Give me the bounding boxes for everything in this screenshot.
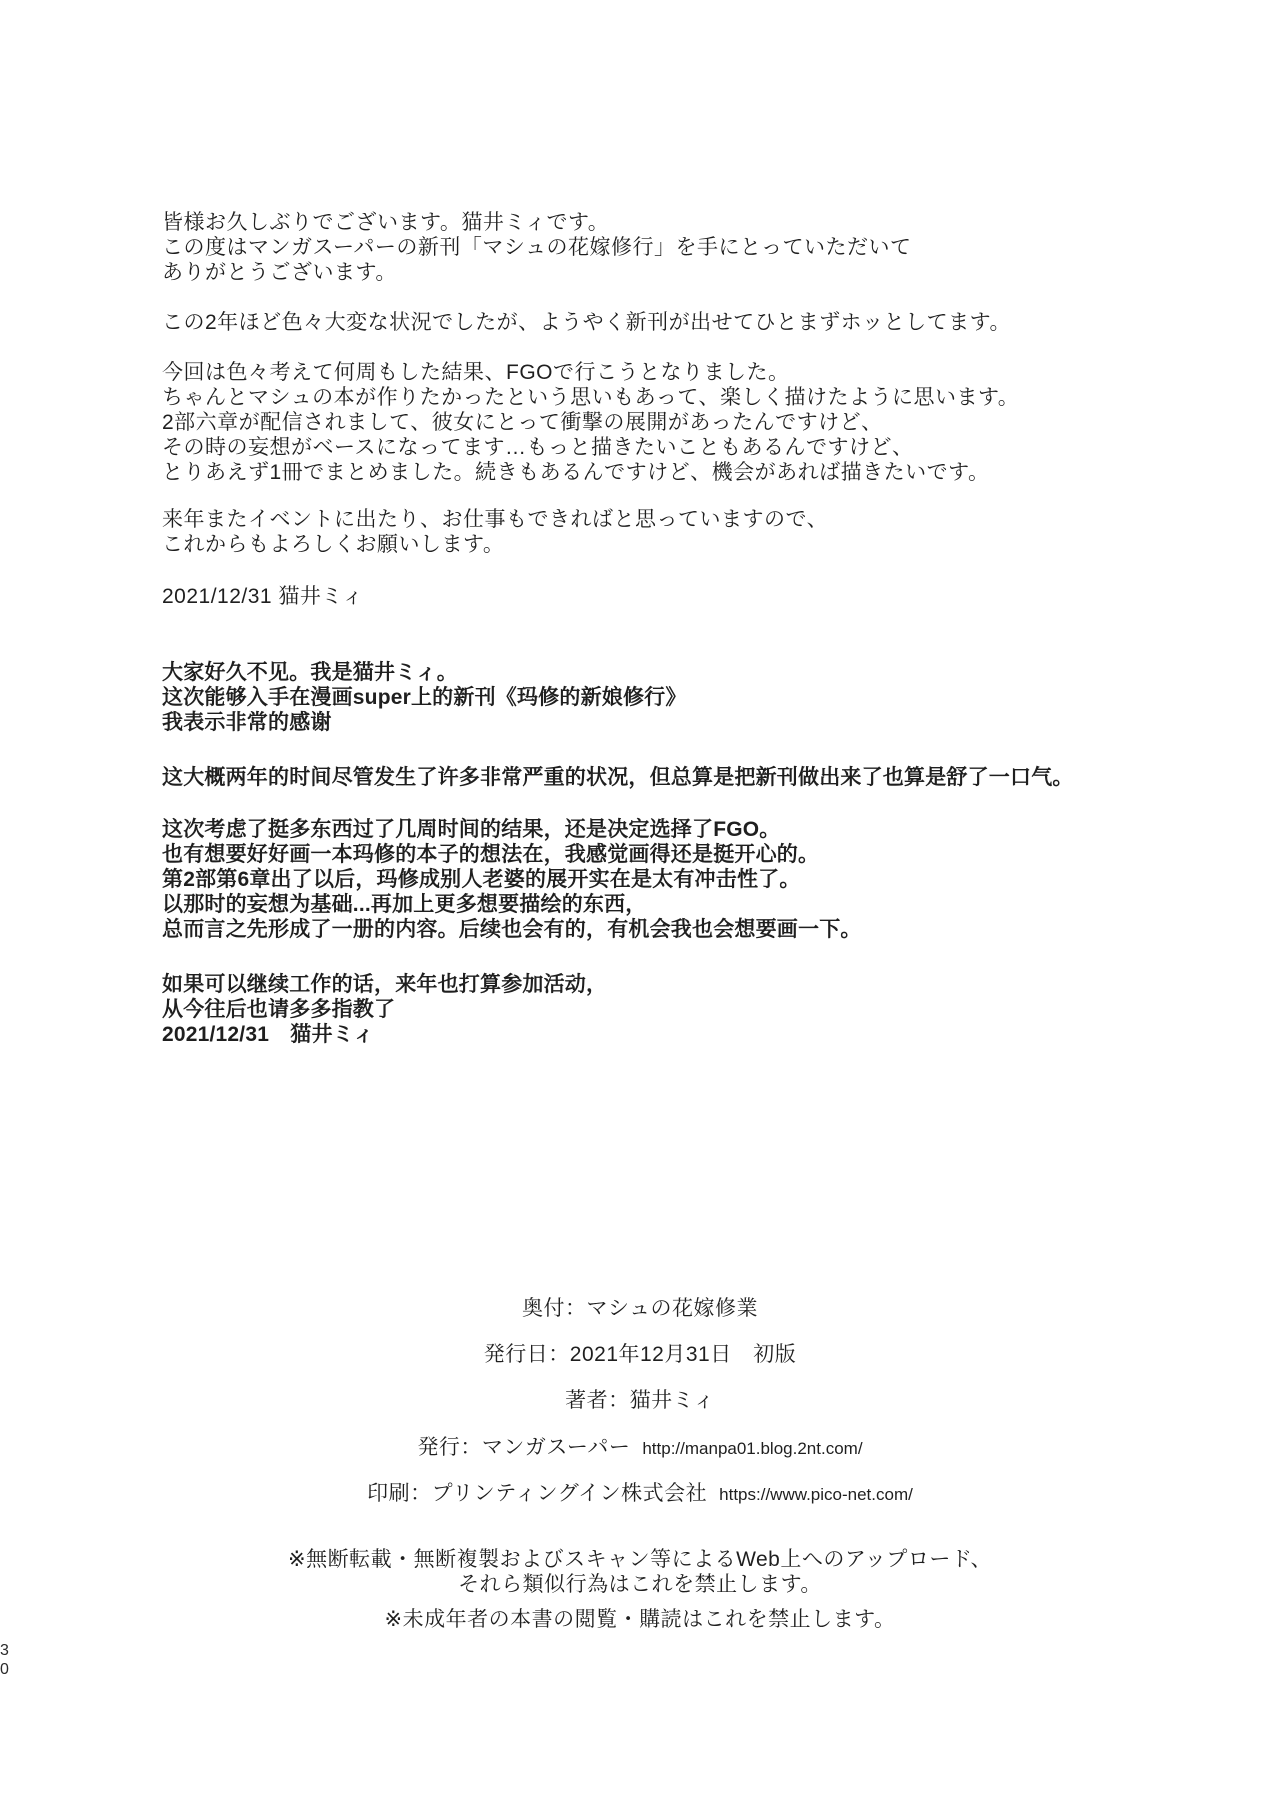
text-line: 这次能够入手在漫画super上的新刊《玛修的新娘修行》 (162, 686, 687, 709)
text-line: 来年またイベントに出たり、お仕事もできればと思っていますので、 (162, 508, 829, 531)
zh-paragraph-situation (162, 765, 1074, 790)
text-line: この度はマンガスーパーの新刊「マシュの花嫁修行」を手にとっていただいて (162, 236, 912, 259)
text-line: 今回は色々考えて何周もした結果、FGOで行こうとなりました。 (162, 361, 790, 384)
jp-paragraph-situation (162, 310, 1019, 335)
text-line: 以那时的妄想为基础...再加上更多想要描绘的东西， (162, 893, 647, 916)
text-line: 我表示非常的感谢 (162, 711, 332, 734)
notice-no-minors: ※未成年者の本書の閲覧・購読はこれを禁止します。 (384, 1608, 896, 1631)
colophon-issue-date: 発行日：2021年12月31日 初版 (483, 1343, 797, 1366)
publisher-label: 発行：マンガスーパー (417, 1436, 631, 1459)
colophon (0, 1296, 1280, 1632)
zh-paragraph-greeting (162, 660, 1074, 735)
text-line: 这大概两年的时间尽管发生了许多非常严重的状况，但总算是把新刊做出来了也算是舒了一口气。 (162, 766, 1074, 789)
afterword-japanese (162, 210, 1019, 609)
printer-label: 印刷：プリンティングイン株式会社 (367, 1482, 708, 1505)
afterword-chinese (162, 660, 1074, 1047)
jp-paragraph-greeting (162, 210, 1019, 285)
jp-signature-date (162, 584, 1019, 609)
zh-paragraph-next-year-signature (162, 972, 1074, 1047)
text-line: これからもよろしくお願いします。 (162, 533, 505, 556)
colophon-author: 著者：猫井ミィ (565, 1389, 715, 1412)
text-line: 皆様お久しぶりでございます。猫井ミィです。 (162, 211, 610, 234)
text-line: 总而言之先形成了一册的内容。后续也会有的，有机会我也会想要画一下。 (162, 918, 862, 941)
colophon-publisher (0, 1435, 1280, 1461)
page-number: 30 (0, 1642, 9, 1678)
notice-no-reproduction-line2: それら類似行為はこれを禁止します。 (458, 1573, 822, 1596)
text-line: ありがとうございます。 (162, 261, 397, 284)
text-line: 2021/12/31 猫井ミィ (162, 585, 364, 608)
publisher-url: http://manpa01.blog.2nt.com/ (642, 1439, 863, 1458)
text-line: 第2部第6章出了以后，玛修成别人老婆的展开实在是太有冲击性了。 (162, 868, 801, 891)
notice-no-reproduction-line1: ※無断転載・無断複製およびスキャン等によるWeb上へのアップロード、 (287, 1548, 993, 1571)
text-line: 2部六章が配信されまして、彼女にとって衝撃の展開があったんですけど、 (162, 411, 883, 434)
text-line: 大家好久不见。我是猫井ミィ。 (162, 661, 458, 684)
text-line: 这次考虑了挺多东西过了几周时间的结果，还是决定选择了FGO。 (162, 818, 781, 841)
text-line: この2年ほど色々大変な状況でしたが、ようやく新刊が出せてひとまずホッとしてます。 (162, 311, 1011, 334)
printer-url: https://www.pico-net.com/ (719, 1485, 913, 1504)
colophon-title: 奥付：マシュの花嫁修業 (521, 1297, 759, 1320)
text-line: ちゃんとマシュの本が作りたかったという思いもあって、楽しく描けたように思います。 (162, 386, 1020, 409)
jp-paragraph-about-book (162, 360, 1019, 485)
zh-paragraph-about-book (162, 817, 1074, 942)
text-line: とりあえず1冊でまとめました。続きもあるんですけど、機会があれば描きたいです。 (162, 461, 990, 484)
text-line: 如果可以继续工作的话，来年也打算参加活动， (162, 973, 608, 996)
text-line: 2021/12/31 猫井ミィ (162, 1023, 375, 1046)
jp-paragraph-next-year (162, 507, 1019, 557)
text-line: 从今往后也请多多指教了 (162, 998, 396, 1021)
text-line: その時の妄想がベースになってます…もっと描きたいこともあるんですけど、 (162, 436, 914, 459)
colophon-printer (0, 1481, 1280, 1507)
text-line: 也有想要好好画一本玛修的本子的想法在，我感觉画得还是挺开心的。 (162, 843, 820, 866)
